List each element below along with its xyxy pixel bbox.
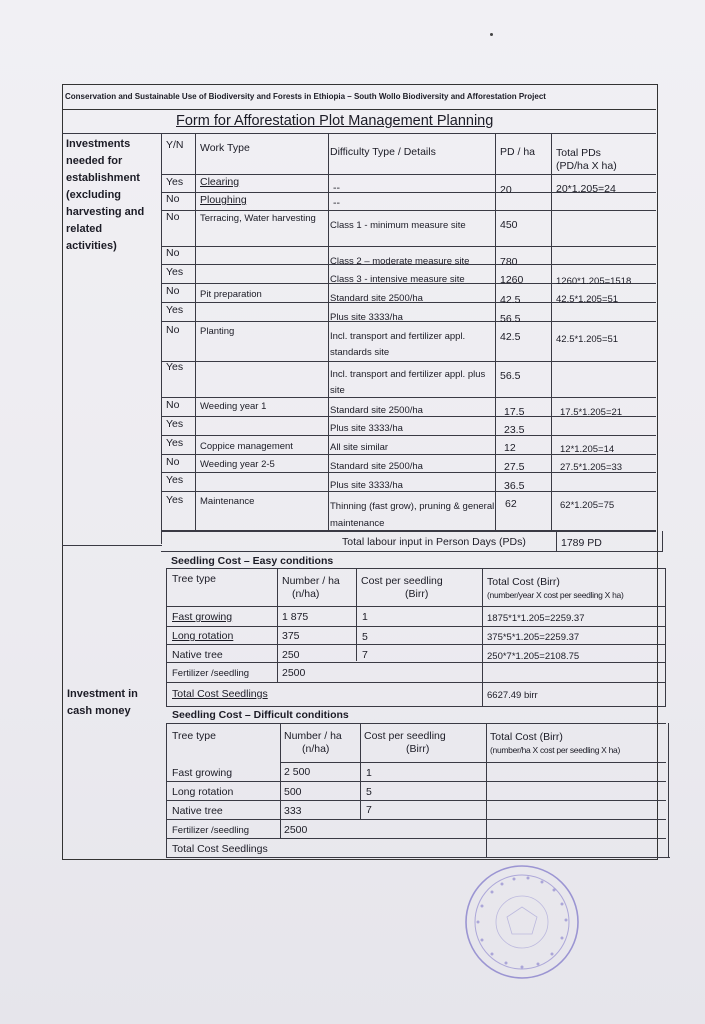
table-row-rule xyxy=(161,435,656,436)
grid-line xyxy=(277,568,278,682)
grid-line xyxy=(166,568,167,707)
easy-r3-cost: 7 xyxy=(362,649,368,661)
easy-r1-number: 1 875 xyxy=(282,611,309,623)
row-5-total: 1260*1.205=1518 xyxy=(556,276,632,287)
grid-line xyxy=(166,723,666,724)
row-10-pd: 17.5 xyxy=(504,406,525,418)
row-2-diff: -- xyxy=(333,197,340,209)
row-7-diff: Plus site 3333/ha xyxy=(330,312,403,323)
page-speck xyxy=(490,33,493,36)
row-1-work: Clearing xyxy=(200,176,240,188)
row-6-pd: 42.5 xyxy=(500,294,521,306)
row-14-diff: Plus site 3333/ha xyxy=(330,480,403,491)
row-3-work: Terracing, Water harvesting xyxy=(200,213,316,224)
grid-line xyxy=(166,706,666,707)
easy-h-number: Number / ha (n/ha) xyxy=(282,575,340,600)
table-row-rule xyxy=(161,174,656,175)
row-13-yn: No xyxy=(166,456,180,468)
easy-h-cost: Cost per seedling (Birr) xyxy=(361,575,443,600)
easy-h-total: Total Cost (Birr) (number/year X cost per seedling X ha) xyxy=(487,576,624,600)
grid-line xyxy=(360,723,361,819)
row-8-work: Planting xyxy=(200,326,235,337)
row-3-pd: 450 xyxy=(500,219,518,231)
row-1-yn: Yes xyxy=(166,176,184,188)
row-6-total: 42.5*1.205=51 xyxy=(556,294,619,305)
row-15-yn: Yes xyxy=(166,494,184,506)
grid-line xyxy=(166,857,670,858)
row-6-work: Pit preparation xyxy=(200,289,262,300)
diff-r2-cost: 5 xyxy=(366,786,372,798)
row-9-yn: Yes xyxy=(166,361,184,373)
easy-h-tree: Tree type xyxy=(172,573,216,585)
grid-line xyxy=(280,762,666,763)
row-9-diff: Incl. transport and fertilizer appl. plus site xyxy=(330,369,486,396)
row-1-diff: -- xyxy=(333,182,340,194)
row-5-yn: Yes xyxy=(166,266,184,278)
row-10-diff: Standard site 2500/ha xyxy=(330,405,423,416)
grid-line xyxy=(482,568,483,707)
col-total-pds: Total PDs (PD/ha X ha) xyxy=(556,147,617,172)
easy-r4-tree: Fertilizer /seedling xyxy=(172,668,250,679)
diff-r1-cost: 1 xyxy=(366,767,372,779)
grid-line xyxy=(161,531,656,532)
grid-line xyxy=(356,568,357,661)
grid-line xyxy=(668,723,669,858)
easy-r4-number: 2500 xyxy=(282,667,306,679)
col-difficulty: Difficulty Type / Details xyxy=(330,146,436,158)
table-row-rule xyxy=(161,246,656,247)
row-10-yn: No xyxy=(166,399,180,411)
easy-r1-tree: Fast growing xyxy=(172,611,233,623)
easy-r1-total: 1875*1*1.205=2259.37 xyxy=(487,613,585,624)
diff-h-total: Total Cost (Birr) (number/ha X cost per seedling X ha) xyxy=(490,731,620,755)
easy-r3-total: 250*7*1.205=2108.75 xyxy=(487,651,580,662)
row-8-diff: Incl. transport and fertilizer appl. standards site xyxy=(330,331,466,358)
easy-r2-number: 375 xyxy=(282,630,300,642)
easy-r2-tree: Long rotation xyxy=(172,630,234,642)
row-7-pd: 56.5 xyxy=(500,313,521,325)
row-11-pd: 23.5 xyxy=(504,424,525,436)
easy-r1-cost: 1 xyxy=(362,611,368,623)
grid-line xyxy=(166,800,666,801)
grid-line xyxy=(166,568,666,569)
row-10-work: Weeding year 1 xyxy=(200,401,267,412)
grid-line xyxy=(166,819,666,820)
row-4-pd: 780 xyxy=(500,256,518,268)
total-labour-value: 1789 PD xyxy=(561,537,602,549)
grid-line xyxy=(166,838,666,839)
row-13-diff: Standard site 2500/ha xyxy=(330,461,423,472)
row-3-yn: No xyxy=(166,211,180,223)
row-6-diff: Standard site 2500/ha xyxy=(330,293,423,304)
col-work-type: Work Type xyxy=(200,142,250,154)
row-12-diff: All site similar xyxy=(330,442,389,453)
title-rule xyxy=(62,133,656,134)
row-5-pd: 1260 xyxy=(500,274,524,286)
grid-line xyxy=(166,662,666,663)
grid-line xyxy=(556,531,557,551)
row-10-total: 17.5*1.205=21 xyxy=(560,407,623,418)
investments-label: Investments needed for establishment (excluding harvesting and related activities) xyxy=(66,138,145,252)
row-8-pd: 42.5 xyxy=(500,331,521,343)
row-11-diff: Plus site 3333/ha xyxy=(330,423,403,434)
row-2-yn: No xyxy=(166,193,180,205)
row-15-total: 62*1.205=75 xyxy=(560,500,615,511)
row-2-work: Ploughing xyxy=(200,194,247,206)
row-12-yn: Yes xyxy=(166,437,184,449)
diff-r3-tree: Native tree xyxy=(172,805,223,817)
easy-r2-total: 375*5*1.205=2259.37 xyxy=(487,632,580,643)
cash-money-label: Investment in cash money xyxy=(67,688,138,717)
section-divider xyxy=(62,545,162,546)
easy-r3-tree: Native tree xyxy=(172,649,223,661)
row-15-pd: 62 xyxy=(505,498,517,510)
grid-line xyxy=(161,133,162,544)
row-14-yn: Yes xyxy=(166,474,184,486)
row-12-total: 12*1.205=14 xyxy=(560,444,615,455)
row-3-diff: Class 1 - minimum measure site xyxy=(330,220,466,231)
easy-total-label: Total Cost Seedlings xyxy=(172,688,268,700)
row-6-yn: No xyxy=(166,285,180,297)
table-row-rule xyxy=(161,361,656,362)
grid-line xyxy=(166,626,666,627)
diff-h-tree: Tree type xyxy=(172,730,216,742)
grid-line xyxy=(665,568,666,707)
diff-r2-number: 500 xyxy=(284,786,302,798)
row-4-diff: Class 2 – moderate measure site xyxy=(330,256,470,267)
row-9-pd: 56.5 xyxy=(500,370,521,382)
official-stamp xyxy=(462,862,582,982)
table-row-rule xyxy=(161,491,656,492)
row-13-pd: 27.5 xyxy=(504,461,525,473)
diff-r4-tree: Fertilizer /seedling xyxy=(172,825,250,836)
diff-h-cost: Cost per seedling (Birr) xyxy=(364,730,446,755)
row-14-pd: 36.5 xyxy=(504,480,525,492)
project-header: Conservation and Sustainable Use of Biodiversity and Forests in Ethiopia – South Wollo Biodiversity and Afforestation Project xyxy=(62,84,656,110)
row-5-diff: Class 3 - intensive measure site xyxy=(330,274,465,285)
row-12-work: Coppice management xyxy=(200,441,293,452)
diff-h-number: Number / ha (n/ha) xyxy=(284,730,342,755)
total-labour-label: Total labour input in Person Days (PDs) xyxy=(342,536,526,548)
difficult-title: Seedling Cost – Difficult conditions xyxy=(172,709,349,721)
row-13-work: Weeding year 2-5 xyxy=(200,459,275,470)
table-row-rule xyxy=(161,321,656,322)
easy-title: Seedling Cost – Easy conditions xyxy=(171,555,334,567)
row-11-yn: Yes xyxy=(166,418,184,430)
row-15-diff: Thinning (fast grow), pruning & general maintenance xyxy=(330,501,495,529)
col-pd-ha: PD / ha xyxy=(500,146,536,158)
form-title: Form for Afforestation Plot Management Planning xyxy=(176,113,494,129)
diff-r1-tree: Fast growing xyxy=(172,767,233,779)
row-1-total: 20*1.205=24 xyxy=(556,183,616,195)
row-4-yn: No xyxy=(166,247,180,259)
row-8-total: 42.5*1.205=51 xyxy=(556,334,619,345)
row-1-pd: 20 xyxy=(500,184,512,196)
grid-line xyxy=(166,606,666,607)
diff-r1-number: 2 500 xyxy=(284,766,311,778)
row-8-yn: No xyxy=(166,324,180,336)
table-row-rule xyxy=(161,210,656,211)
grid-line xyxy=(161,551,663,552)
grid-line xyxy=(166,644,666,645)
col-yn: Y/N xyxy=(166,139,184,151)
row-12-pd: 12 xyxy=(504,442,516,454)
easy-r3-number: 250 xyxy=(282,649,300,661)
diff-r3-cost: 7 xyxy=(366,804,372,816)
grid-line xyxy=(166,682,666,683)
diff-total-label: Total Cost Seedlings xyxy=(172,843,268,855)
easy-total-value: 6627.49 birr xyxy=(487,690,538,701)
row-13-total: 27.5*1.205=33 xyxy=(560,462,623,473)
easy-r2-cost: 5 xyxy=(362,631,368,643)
row-7-yn: Yes xyxy=(166,304,184,316)
row-15-work: Maintenance xyxy=(200,496,255,507)
diff-r3-number: 333 xyxy=(284,805,302,817)
grid-line xyxy=(166,781,666,782)
grid-line xyxy=(662,531,663,551)
diff-r2-tree: Long rotation xyxy=(172,786,234,798)
diff-r4-number: 2500 xyxy=(284,824,308,836)
